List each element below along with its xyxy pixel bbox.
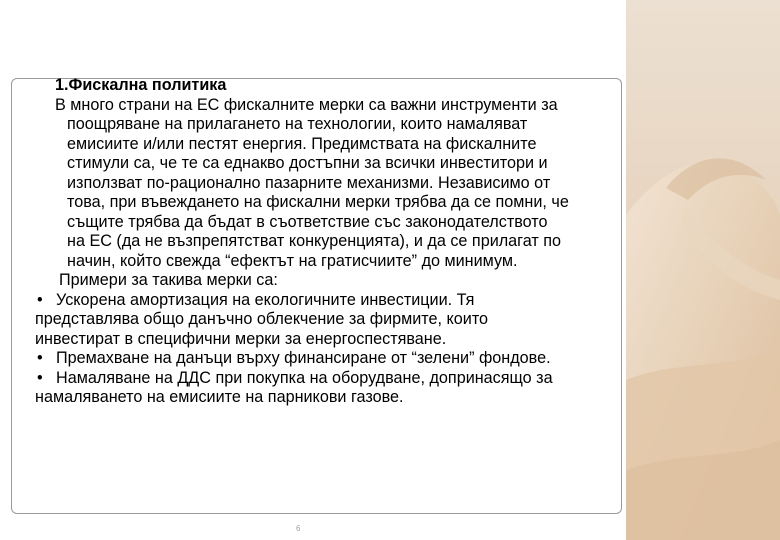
paragraph-line: това, при въвеждането на фискални мерки трябва да се помни, че xyxy=(67,193,569,211)
bullet-continuation: намаляването на емисиите на парникови газове. xyxy=(35,388,404,406)
slide-title: 1.Фискална политика xyxy=(55,76,227,94)
paragraph-line: В много страни на ЕС фискалните мерки са важни инструменти за xyxy=(55,95,558,114)
bullet-text: Ускорена амортизация на екологичните инвестиции. Тя xyxy=(56,290,475,309)
bullet-text: Намаляване на ДДС при покупка на оборудване, допринасящо за xyxy=(56,368,553,387)
bullet-item xyxy=(35,291,635,311)
examples-intro: Примери за такива мерки са: xyxy=(59,271,278,289)
paragraph-line: същите трябва да бъдат в съответствие със законодателството xyxy=(67,212,548,231)
paragraph-line: емисиите и/или пестят енергия. Предимствата на фискалните xyxy=(67,134,537,153)
bullet-icon: • xyxy=(37,290,43,309)
paragraph-line: начин, който свежда “ефектът на гратисчиите” до минимум. xyxy=(67,251,518,270)
paragraph-line: стимули са, че те са еднакво достъпни за всички инвеститори и xyxy=(67,154,548,172)
bullet-continuation: представлява общо данъчно облекчение за фирмите, които xyxy=(35,310,489,328)
desert-dune-image xyxy=(626,0,780,540)
slide-text xyxy=(35,76,635,408)
bullet-text: Премахване на данъци върху финансиране от “зелени” фондове. xyxy=(56,349,551,367)
bullet-item xyxy=(35,349,635,369)
paragraph-line: използват по-рационално пазарните механизми. Независимо от xyxy=(67,173,551,192)
paragraph-line: на ЕС (да не възпрепятстват конкуренцията), и да се прилагат по xyxy=(67,232,562,250)
bullet-continuation: инвестират в специфични мерки за енергоспестяване. xyxy=(35,329,447,348)
paragraph-line: поощряване на прилагането на технологии, които намаляват xyxy=(67,115,528,133)
bullet-icon: • xyxy=(37,349,43,367)
bullet-icon: • xyxy=(37,368,43,387)
page-number: 6 xyxy=(296,524,301,533)
bullet-item xyxy=(35,369,635,389)
